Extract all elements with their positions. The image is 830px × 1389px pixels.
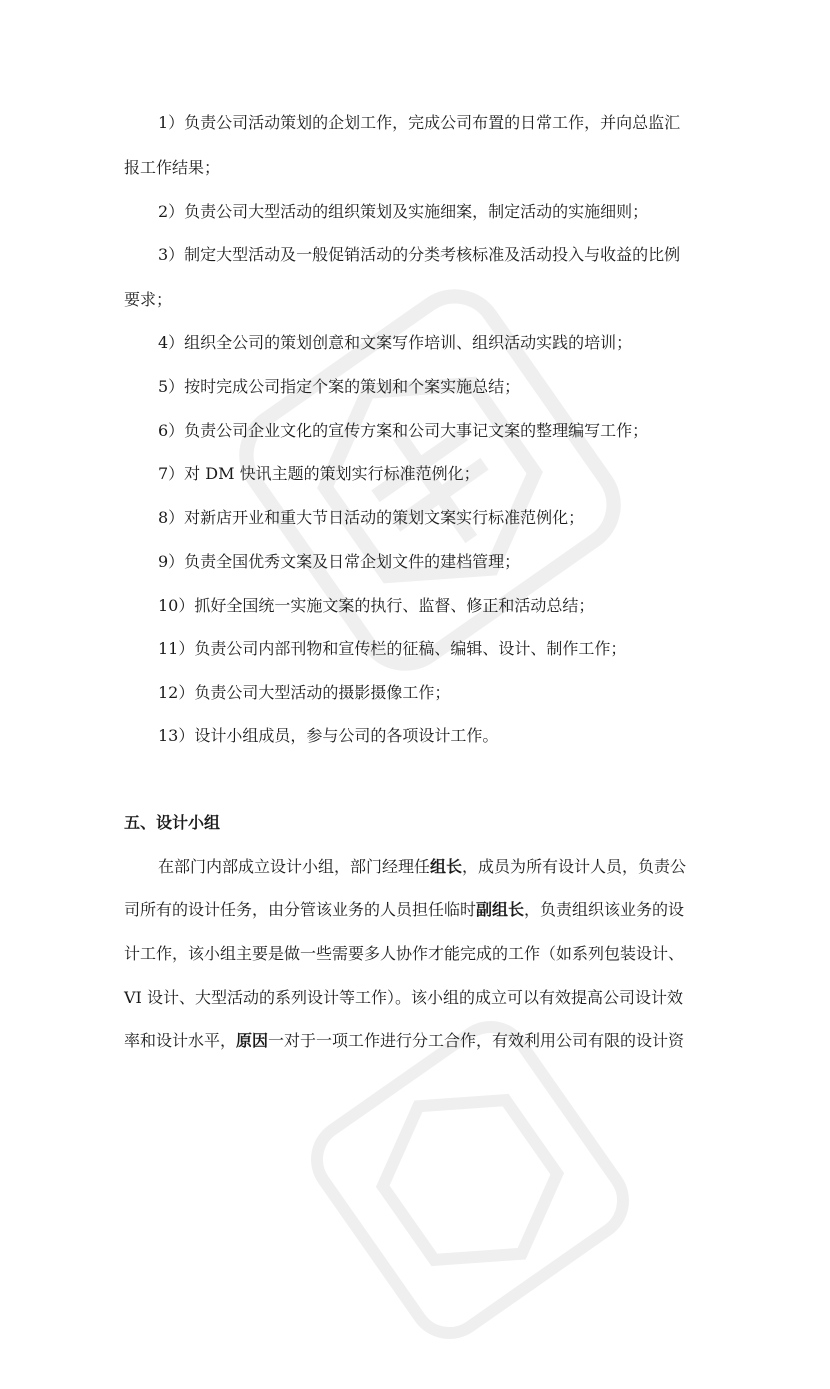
paragraph-line: 计工作，该小组主要是做一些需要多人协作才能完成的工作（如系列包装设计、: [124, 944, 685, 963]
list-item: 6）负责公司企业文化的宣传方案和公司大事记文案的整理编写工作；: [158, 421, 649, 440]
bold-term: 组长: [430, 857, 463, 876]
list-item: 4）组织全公司的策划创意和文案写作培训、组织活动实践的培训；: [158, 333, 633, 352]
paragraph-text: 在部门内部成立设计小组，部门经理任: [158, 857, 431, 876]
list-item: 11）负责公司内部刊物和宣传栏的征稿、编辑、设计、制作工作；: [158, 639, 627, 658]
list-item: 3）制定大型活动及一般促销活动的分类考核标准及活动投入与收益的比例: [158, 245, 681, 264]
bold-term: 副组长: [476, 900, 525, 919]
list-item: 1）负责公司活动策划的企划工作，完成公司布置的日常工作，并向总监汇: [158, 113, 681, 132]
paragraph-line: [158, 857, 686, 877]
list-item-continuation: 要求；: [124, 290, 173, 309]
paragraph-text: ，成员为所有设计人员，负责公: [462, 857, 687, 876]
list-item: 8）对新店开业和重大节日活动的策划文案实行标准范例化；: [158, 508, 585, 527]
list-item: 12）负责公司大型活动的摄影摄像工作；: [158, 683, 451, 702]
bold-term: 原因: [236, 1031, 269, 1050]
list-item: 10）抓好全国统一实施文案的执行、监督、修正和活动总结；: [158, 596, 595, 615]
paragraph-line: VI 设计、大型活动的系列设计等工作）。该小组的成立可以有效提高公司设计效: [124, 988, 683, 1007]
list-item-continuation: 报工作结果；: [124, 158, 221, 177]
paragraph-text: 司所有的设计任务，由分管该业务的人员担任临时: [124, 900, 477, 919]
list-item: 7）对 DM 快讯主题的策划实行标准范例化；: [158, 464, 480, 483]
list-item: 2）负责公司大型活动的组织策划及实施细案，制定活动的实施细则；: [158, 202, 649, 221]
section-heading: 五、设计小组: [124, 813, 221, 832]
paragraph-text: 一对于一项工作进行分工合作，有效利用公司有限的设计资: [268, 1031, 685, 1050]
paragraph-line: [124, 1031, 684, 1051]
list-item: 13）设计小组成员，参与公司的各项设计工作。: [158, 726, 499, 745]
list-item: 9）负责全国优秀文案及日常企划文件的建档管理；: [158, 552, 521, 571]
list-item: 5）按时完成公司指定个案的策划和个案实施总结；: [158, 377, 521, 396]
paragraph-text: 率和设计水平，: [124, 1031, 237, 1050]
paragraph-text: ，负责组织该业务的设: [524, 900, 685, 919]
paragraph-line: [124, 900, 684, 920]
